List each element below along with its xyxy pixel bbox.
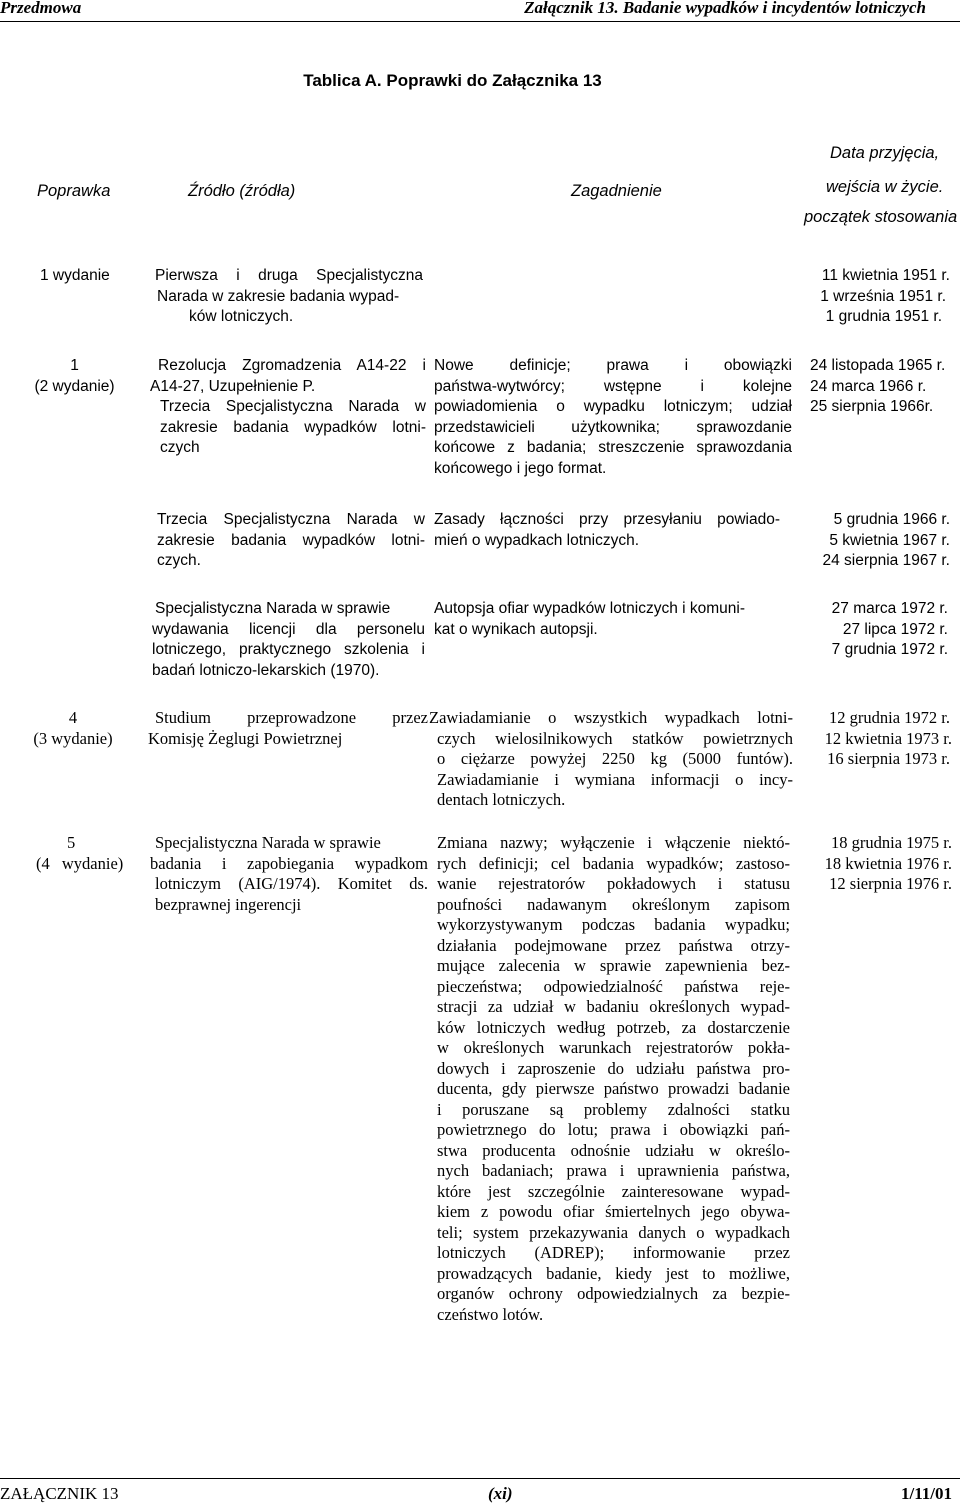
subject-line: które jest szczególnie zainteresowane wypad- <box>437 1181 790 1201</box>
subject-line: dowych i zaproszenie do udziału państwa pro- <box>437 1058 790 1078</box>
date-line: 24 marca 1966 r. <box>810 377 927 395</box>
subject-line: Zawiadamianie o wszystkich wypadkach lotni- <box>429 708 793 727</box>
subject-cell <box>434 510 780 551</box>
footer-date: 1/11/01 <box>900 1484 952 1503</box>
source-cell <box>152 599 425 681</box>
amendment-line: 1 wydanie <box>40 267 110 284</box>
subject-line: powiadomienia o wypadku lotniczym; udział <box>434 398 792 415</box>
source-line: bezprawnej ingerencji <box>155 894 302 914</box>
subject-line: Nowe definicje; prawa i obowiązki <box>434 357 792 374</box>
subject-line: prowadzących badanie, kiedy jest to możliwe, <box>437 1263 790 1283</box>
source-line: Rezolucja Zgromadzenia A14-22 i <box>158 357 426 374</box>
subject-line: poufności nadawanym określonym zapisom <box>437 894 790 914</box>
subject-line: końcowego i jego format. <box>434 459 607 477</box>
subject-line: teli; system przekazywania danych o wypadkach <box>437 1222 790 1242</box>
subject-line: działania podejmowane przez państwa otrzy- <box>437 935 790 955</box>
subject-line: czych wielosilnikowych statków powietrznych <box>437 728 793 748</box>
date-line: 11 kwietnia 1951 r. <box>821 267 950 284</box>
source-line: Studium przeprowadzone przez <box>155 708 428 727</box>
subject-line: Zmiana nazwy; wyłączenie i włączenie niektó- <box>437 833 790 852</box>
date-line: 5 grudnia 1966 r. <box>833 511 950 528</box>
subject-line: pieczeństwa; odpowiedzialność państwa reje- <box>437 976 790 996</box>
subject-cell <box>431 708 793 811</box>
column-header-source: Źródło (źródła) <box>188 182 296 200</box>
source-line: Komisję Żeglugi Powietrznej <box>148 728 343 748</box>
column-header-dates-line1: Data przyjęcia, <box>830 144 940 162</box>
source-cell <box>157 510 425 572</box>
source-line: Specjalistyczna Narada w sprawie <box>155 600 391 617</box>
footer-page-number: (xi) <box>488 1484 513 1503</box>
subject-cell <box>437 833 790 1325</box>
footer-rule <box>0 1478 960 1479</box>
column-header-subject: Zagadnienie <box>571 182 662 200</box>
amendment-line: (3 wydanie) <box>33 728 113 748</box>
date-line: 12 grudnia 1972 r. <box>829 708 950 727</box>
table-title: Tablica A. Poprawki do Załącznika 13 <box>303 71 602 90</box>
amendment-cell <box>12 356 137 397</box>
source-cell <box>148 708 428 749</box>
subject-line: Autopsja ofiar wypadków lotniczych i komuni- <box>434 600 745 617</box>
column-header-amendment: Poprawka <box>37 182 111 200</box>
source-line: badań lotniczo-lekarskich (1970). <box>152 661 380 679</box>
subject-line: końcowe z badania; streszczenie sprawozdania <box>434 439 792 456</box>
column-header-dates-line2: wejścia w życie. <box>826 178 944 196</box>
subject-line: organów ochrony odpowiedzialnych za bezpie- <box>437 1284 790 1303</box>
subject-line: mujące zalecenia w sprawie zapewnienia bez- <box>437 956 790 975</box>
subject-line: i poruszane są problemy zdalności statku <box>437 1099 790 1119</box>
source-line: lotniczego, praktycznego szkolenia i <box>152 641 425 658</box>
subject-cell <box>434 599 794 640</box>
subject-line: powietrznego do lotu; prawa i obowiązki pań- <box>437 1120 790 1139</box>
date-line: 1 grudnia 1951 r. <box>825 308 942 325</box>
subject-line: o ciężarze powyżej 2250 kg (5000 funtów). <box>437 749 793 768</box>
subject-line: nych badaniach; prawa i uprawnienia państwa, <box>437 1161 790 1180</box>
source-line: ków lotniczych. <box>189 308 294 325</box>
amendment-line: 1 <box>70 357 79 374</box>
amendment-cell <box>40 266 140 287</box>
amendment-line: (2 wydanie) <box>34 377 115 395</box>
amendment-cell <box>8 708 138 749</box>
date-line: 24 listopada 1965 r. <box>810 357 946 374</box>
running-header-left: Przedmowa <box>0 0 82 17</box>
source-line: Pierwsza i druga Specjalistyczna <box>155 267 423 284</box>
header-rule <box>0 21 960 22</box>
source-line: zakresie badania wypadków lotni- <box>160 418 426 436</box>
dates-cell <box>790 833 952 895</box>
subject-line: Zawiadamianie i wymiana informacji o incy- <box>437 769 793 789</box>
source-line: Trzecia Specjalistyczna Narada w <box>160 398 426 415</box>
source-line: lotniczym (AIG/1974). Komitet ds. <box>155 874 428 893</box>
subject-line: wykorzystywanym podczas badania wypadku; <box>437 915 790 934</box>
dates-cell <box>790 708 952 770</box>
source-line: badania i zapobiegania wypadkom <box>150 853 428 873</box>
date-line: 24 sierpnia 1967 r. <box>822 552 950 569</box>
subject-line: rych definicji; cel badania wypadków; zastoso- <box>437 853 790 873</box>
subject-line: wanie rejestratorów pokładowych i statusu <box>437 874 790 893</box>
subject-line: lotniczych (ADREP); informowanie przez <box>437 1243 790 1262</box>
date-line: 1 września 1951 r. <box>820 287 946 305</box>
date-line: 18 kwietnia 1976 r. <box>824 853 952 873</box>
date-line: 18 grudnia 1975 r. <box>831 833 952 852</box>
dates-cell <box>790 510 950 572</box>
date-line: 5 kwietnia 1967 r. <box>829 531 950 549</box>
subject-line: państwa-wytwórcy; wstępne i kolejne <box>434 377 792 395</box>
dates-cell <box>810 356 955 418</box>
subject-line: stracji za udział w badaniu określonych wypad- <box>437 997 790 1016</box>
date-line: 27 marca 1972 r. <box>831 600 948 617</box>
date-line: 7 grudnia 1972 r. <box>831 641 948 658</box>
source-line: Specjalistyczna Narada w sprawie <box>155 833 381 852</box>
subject-line: stwa producenta odnośnie udziału w określo- <box>437 1140 790 1160</box>
source-line: czych. <box>157 552 201 569</box>
dates-cell <box>790 266 950 328</box>
dates-cell <box>790 599 948 661</box>
subject-cell <box>434 356 792 479</box>
amendment-line: (4 wydanie) <box>36 853 124 873</box>
subject-line: dentach lotniczych. <box>437 790 566 809</box>
subject-line: przedstawicieli użytkownika; sprawozdanie <box>434 418 792 436</box>
subject-line: kiem z powodu ofiar śmiertelnych jego obywa- <box>437 1202 790 1221</box>
subject-line: kat o wynikach autopsji. <box>434 620 598 638</box>
column-header-dates-line3: początek stosowania <box>804 208 958 226</box>
source-cell <box>155 266 423 328</box>
source-line: wydawania licencji dla personelu <box>152 620 425 638</box>
source-line: Narada w zakresie badania wypad- <box>157 287 400 305</box>
date-line: 12 sierpnia 1976 r. <box>829 874 952 893</box>
amendment-line: 5 <box>67 833 76 852</box>
source-line: czych <box>160 439 200 456</box>
amendment-cell <box>36 833 148 874</box>
subject-line: w określonych warunkach rejestratorów pokła- <box>437 1038 790 1057</box>
source-cell <box>150 356 426 459</box>
running-header-right: Załącznik 13. Badanie wypadków i incydentów lotniczych <box>524 0 926 17</box>
source-line: A14-27, Uzupełnienie P. <box>150 377 316 395</box>
source-line: zakresie badania wypadków lotni- <box>157 531 425 549</box>
subject-line: ducenta, gdy pierwsze państwo prowadzi badanie <box>437 1079 790 1098</box>
date-line: 16 sierpnia 1973 r. <box>827 749 950 768</box>
subject-line: Zasady łączności przy przesyłaniu powiado- <box>434 511 780 528</box>
date-line: 25 sierpnia 1966r. <box>810 398 934 415</box>
date-line: 27 lipca 1972 r. <box>842 620 948 638</box>
footer-left: ZAŁĄCZNIK 13 <box>0 1484 119 1503</box>
source-cell <box>150 833 428 915</box>
subject-line: mień o wypadkach lotniczych. <box>434 531 640 549</box>
subject-line: czeństwo lotów. <box>437 1304 544 1324</box>
date-line: 12 kwietnia 1973 r. <box>824 728 952 748</box>
amendment-line: 4 <box>68 708 78 727</box>
subject-line: ków lotniczych według potrzeb, za dostarczenie <box>437 1017 790 1037</box>
source-line: Trzecia Specjalistyczna Narada w <box>157 511 425 528</box>
